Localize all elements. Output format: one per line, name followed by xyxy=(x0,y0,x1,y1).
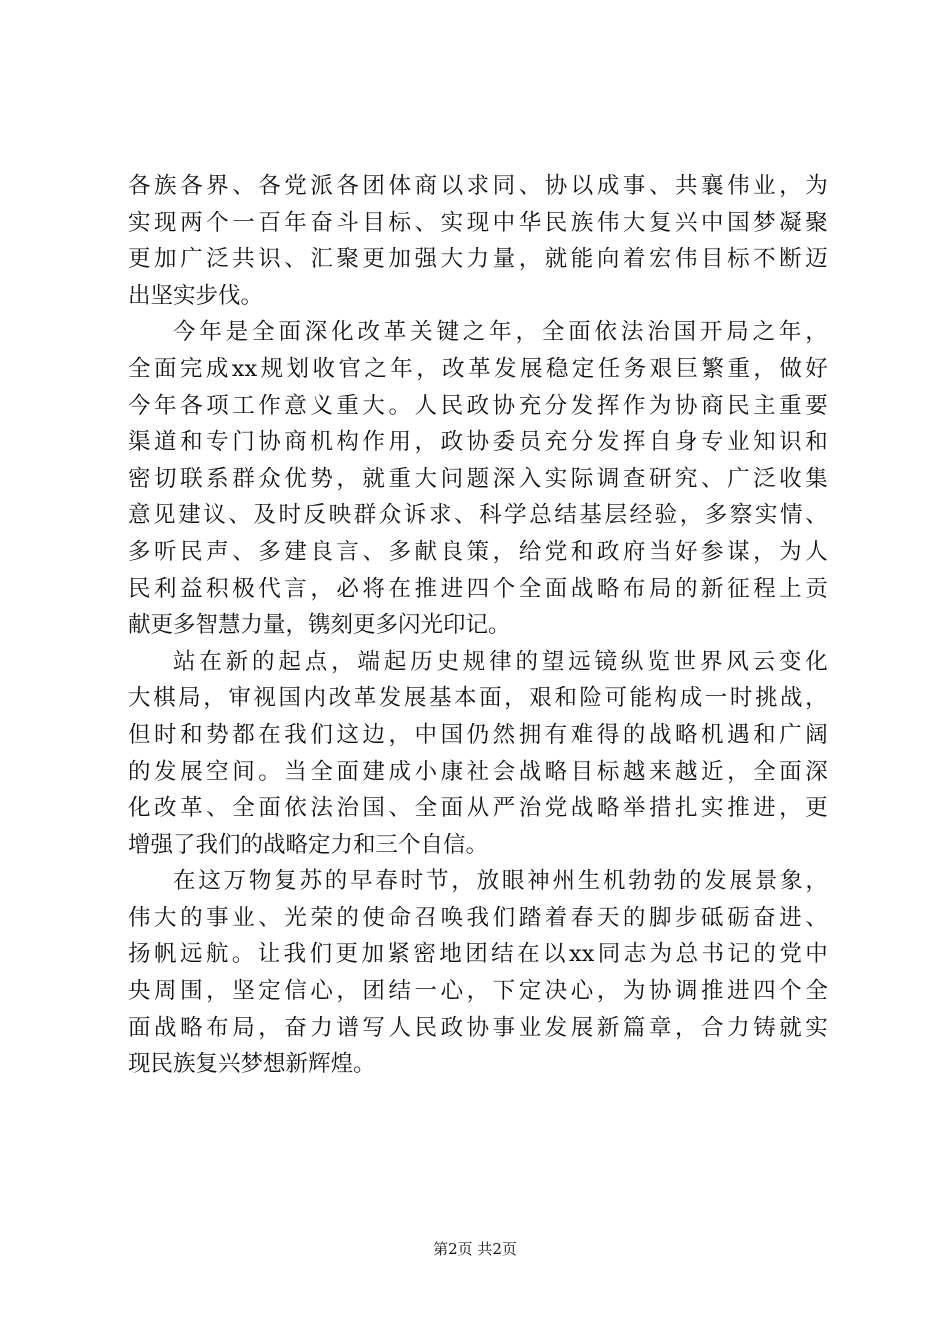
text-line: 全 面 完 成 xx 规 划 收 官 之 年 ， 改 革 发 展 稳 定 任 务 艰 巨 繁 重 ， 做 好 xyxy=(128,355,828,382)
text-line: 多 听 民 声 、 多 建 良 言 、 多 献 良 策 ， 给 党 和 政 府 当 好 参 谋 ， 为 人 xyxy=(128,538,828,565)
text-line: 出坚实步伐。 xyxy=(128,282,264,309)
text-line: 民 利 益 积 极 代 言 ， 必 将 在 推 进 四 个 全 面 战 略 布 局 的 新 征 程 上 贡 xyxy=(128,575,828,602)
text-line: 化 改 革 、 全 面 依 法 治 国 、 全 面 从 严 治 党 战 略 举 措 扎 实 推 进 ， 更 xyxy=(128,795,828,822)
page-footer: 第2页 共2页 xyxy=(433,1240,517,1258)
text-line: 现民族复兴梦想新辉煌。 xyxy=(128,1051,376,1078)
text-line: 面 战 略 布 局 ， 奋 力 谱 写 人 民 政 协 事 业 发 展 新 篇 章 ， 合 力 铸 就 实 xyxy=(128,1014,828,1041)
text-line: 的 发 展 空 间 。 当 全 面 建 成 小 康 社 会 战 略 目 标 越 来 越 近 ， 全 面 深 xyxy=(128,758,828,785)
text-line: 站 在 新 的 起 点 ， 端 起 历 史 规 律 的 望 远 镜 纵 览 世 界 风 云 变 化 xyxy=(173,648,828,675)
text-line: 意 见 建 议 、 及 时 反 映 群 众 诉 求 、 科 学 总 结 基 层 经 验 ， 多 察 实 情 、 xyxy=(128,502,828,529)
document-body xyxy=(128,168,828,1083)
text-line: 密 切 联 系 群 众 优 势 ， 就 重 大 问 题 深 入 实 际 调 查 研 究 、 广 泛 收 集 xyxy=(128,465,828,492)
text-line: 各 族 各 界 、 各 党 派 各 团 体 商 以 求 同 、 协 以 成 事 、 共 襄 伟 业 ， 为 xyxy=(128,173,828,199)
text-line: 扬 帆 远 航 。 让 我 们 更 加 紧 密 地 团 结 在 以 xx 同 志 为 总 书 记 的 党 中 xyxy=(128,941,828,968)
text-line: 更 加 广 泛 共 识 、 汇 聚 更 加 强 大 力 量 ， 就 能 向 着 宏 伟 目 标 不 断 迈 xyxy=(128,246,828,273)
text-line: 在 这 万 物 复 苏 的 早 春 时 节 ， 放 眼 神 州 生 机 勃 勃 的 发 展 景 象 ， xyxy=(173,868,828,895)
text-line: 今 年 是 全 面 深 化 改 革 关 键 之 年 ， 全 面 依 法 治 国 开 局 之 年 ， xyxy=(173,319,828,346)
text-line: 伟 大 的 事 业 、 光 荣 的 使 命 召 唤 我 们 踏 着 春 天 的 脚 步 砥 砺 奋 进 、 xyxy=(128,904,828,931)
text-line: 献更多智慧力量，镌刻更多闪光印记。 xyxy=(128,612,511,639)
text-line: 增强了我们的战略定力和三个自信。 xyxy=(128,831,489,858)
text-line: 大 棋 局 ， 审 视 国 内 改 革 发 展 基 本 面 ， 艰 和 险 可 能 构 成 一 时 挑 战 ， xyxy=(128,685,828,712)
text-line: 渠 道 和 专 门 协 商 机 构 作 用 ， 政 协 委 员 充 分 发 挥 自 身 专 业 知 识 和 xyxy=(128,429,828,456)
text-line: 今 年 各 项 工 作 意 义 重 大 。 人 民 政 协 充 分 发 挥 作 为 协 商 民 主 重 要 xyxy=(128,392,828,419)
text-line: 央 周 围 ， 坚 定 信 心 ， 团 结 一 心 ， 下 定 决 心 ， 为 协 调 推 进 四 个 全 xyxy=(128,978,828,1005)
text-line: 实 现 两 个 一 百 年 奋 斗 目 标 、 实 现 中 华 民 族 伟 大 复 兴 中 国 梦 凝 聚 xyxy=(128,209,828,236)
text-line: 但 时 和 势 都 在 我 们 这 边 ， 中 国 仍 然 拥 有 难 得 的 战 略 机 遇 和 广 阔 xyxy=(128,721,828,748)
